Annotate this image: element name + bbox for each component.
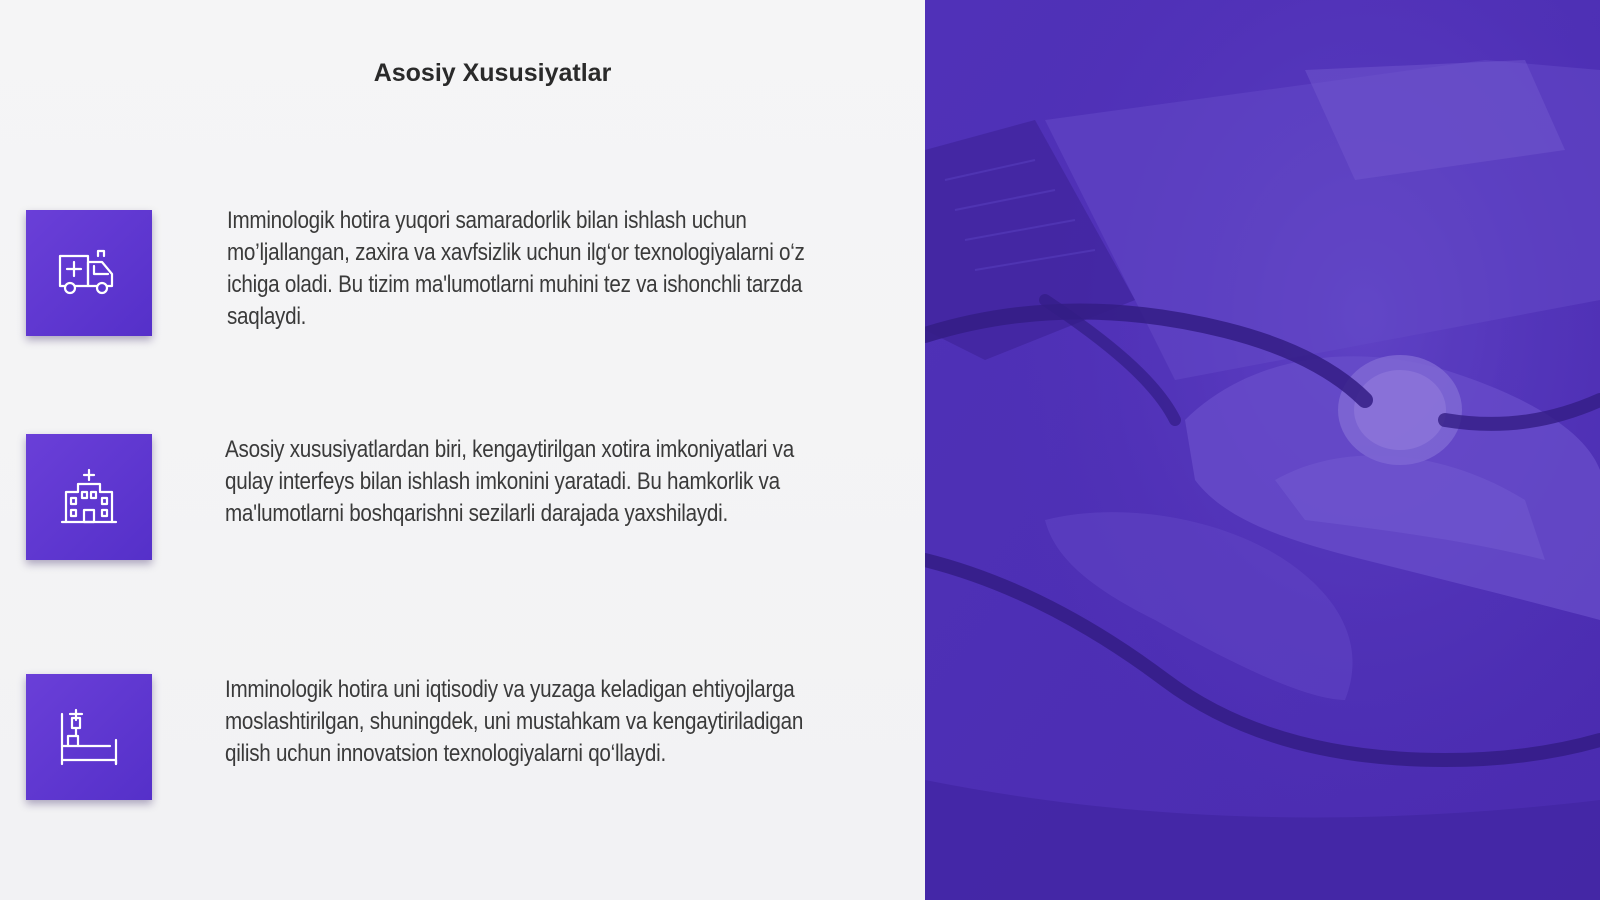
ambulance-icon <box>54 238 124 308</box>
feature-1-text: Imminologik hotira yuqori samaradorlik bilan ishlash uchun mo’ljallangan, zaxira va xavfsizlik uchun ilg‘or texnologiyalarni o‘z ichiga oladi. Bu tizim ma'lumotlarni muhini tez va ishonchli tarzda saqlaydi. <box>227 207 805 330</box>
feature-1-icon-tile <box>26 210 152 336</box>
hospital-icon <box>54 462 124 532</box>
slide-title: Asosiy Xususiyatlar <box>373 58 612 87</box>
feature-3-icon-tile <box>26 674 152 800</box>
feature-2-icon-tile <box>26 434 152 560</box>
feature-2-text: Asosiy xususiyatlardan biri, kengaytirilgan xotira imkoniyatlari va qulay interfeys bilan ishlash imkonini yaratadi. Bu hamkorlik va ma'lumotlarni boshqarishni sezilarli darajada yaxshilaydi. <box>225 436 794 527</box>
stethoscope-photo <box>925 0 1600 900</box>
photo-illustration <box>925 0 1600 900</box>
hospital-bed-icon <box>54 702 124 772</box>
feature-3-text: Imminologik hotira uni iqtisodiy va yuzaga keladigan ehtiyojlarga moslashtirilgan, shuningdek, uni mustahkam va kengaytiriladigan qilish uchun innovatsion texnologiyalarni qo‘llaydi. <box>225 676 804 767</box>
